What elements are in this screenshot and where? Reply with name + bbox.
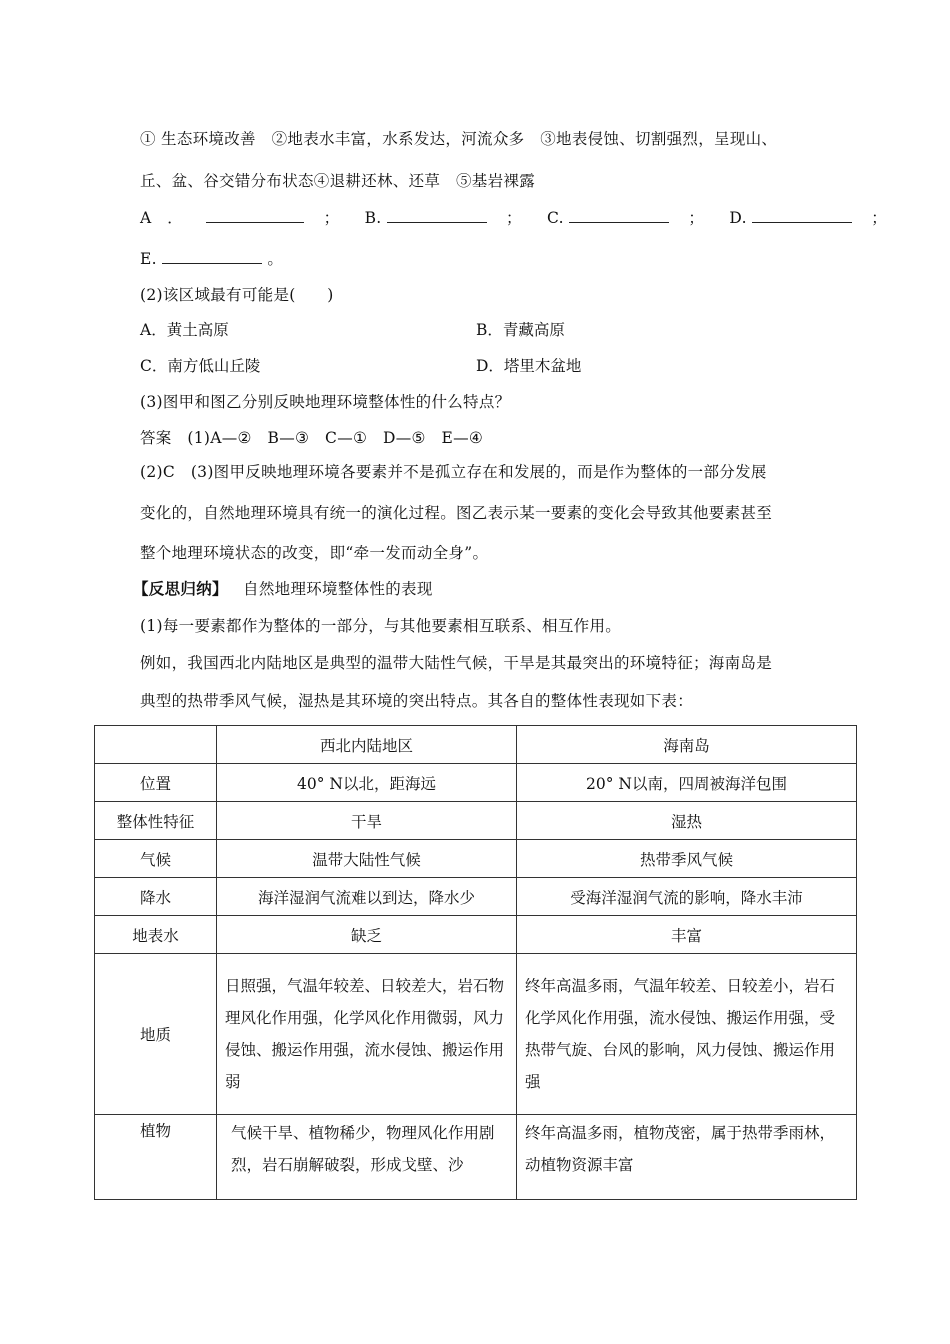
- blank-sep-4: ；: [871, 209, 888, 227]
- hainan-cell: 20° N以南，四周被海洋包围: [517, 764, 857, 802]
- reflection-point-1: (1)每一要素都作为整体的一部分，与其他要素相互联系、相互作用。: [140, 617, 622, 635]
- table-row: [95, 878, 857, 916]
- row-label: 气候: [95, 840, 217, 878]
- fill-blanks-row: [140, 206, 887, 228]
- choice-b: B．青藏高原: [476, 321, 565, 339]
- blank-e-label: E.: [140, 250, 157, 268]
- northwest-cell: 干旱: [217, 802, 517, 840]
- table-header-northwest: 西北内陆地区: [217, 726, 517, 764]
- choice-a: A．黄土高原: [140, 321, 229, 339]
- question-3: (3)图甲和图乙分别反映地理环境整体性的什么特点？: [140, 393, 511, 411]
- reflection-heading-row: [133, 577, 433, 599]
- row-label: 植物: [95, 1115, 217, 1200]
- choice-d: D．塔里木盆地: [476, 357, 582, 375]
- options-line-2: 丘、盆、谷交错分布状态④退耕还林、还草 ⑤基岩裸露: [140, 172, 536, 190]
- row-label: 整体性特征: [95, 802, 217, 840]
- blank-b-label: B.: [364, 209, 382, 227]
- options-line-1: ① 生态环境改善 ②地表水丰富，水系发达，河流众多 ③地表侵蚀、切割强烈，呈现山、: [140, 130, 778, 148]
- table-header-row: [95, 726, 857, 764]
- table-header-empty: [95, 726, 217, 764]
- blank-sep-2: ；: [506, 209, 522, 227]
- comparison-table: [94, 725, 857, 1200]
- northwest-cell: 日照强，气温年较差、日较差大，岩石物理风化作用强，化学风化作用微弱，风力侵蚀、搬运作用强，流水侵蚀、搬运作用弱: [217, 954, 517, 1115]
- table-row: [95, 802, 857, 840]
- answer-line-4: 整个地理环境状态的改变，即“牵一发而动全身”。: [140, 544, 489, 562]
- blank-a-label: A ．: [140, 209, 184, 227]
- northwest-cell: 海洋湿润气流难以到达，降水少: [217, 878, 517, 916]
- row-label: 地表水: [95, 916, 217, 954]
- blank-d-label: D.: [729, 209, 747, 227]
- blank-e: [162, 247, 262, 264]
- row-label: 位置: [95, 764, 217, 802]
- table-row: [95, 1115, 857, 1200]
- row-label: 降水: [95, 878, 217, 916]
- choice-c: C．南方低山丘陵: [140, 357, 261, 375]
- hainan-cell: 终年高温多雨，植物茂密，属于热带季雨林，动植物资源丰富: [517, 1115, 857, 1200]
- answer-line-2: (2)C (3)图甲反映地理环境各要素并不是孤立存在和发展的，而是作为整体的一部分发展: [140, 463, 767, 481]
- reflection-example-line-2: 典型的热带季风气候，湿热是其环境的突出特点。其各自的整体性表现如下表：: [140, 692, 694, 710]
- northwest-cell: 40° N以北，距海远: [217, 764, 517, 802]
- table-row: [95, 954, 857, 1115]
- answer-line-3: 变化的，自然地理环境具有统一的演化过程。图乙表示某一要素的变化会导致其他要素甚至: [140, 504, 773, 522]
- hainan-cell: 丰富: [517, 916, 857, 954]
- row-label: 地质: [95, 954, 217, 1115]
- northwest-cell: 温带大陆性气候: [217, 840, 517, 878]
- table-row: [95, 840, 857, 878]
- blank-c: [569, 206, 669, 223]
- blank-b: [387, 206, 487, 223]
- blank-sep-3: ；: [688, 209, 705, 227]
- northwest-cell: 缺乏: [217, 916, 517, 954]
- hainan-cell: 湿热: [517, 802, 857, 840]
- hainan-cell: 终年高温多雨，气温年较差、日较差小，岩石化学风化作用强，流水侵蚀、搬运作用强，受热带气旋、台风的影响，风力侵蚀、搬运作用强: [517, 954, 857, 1115]
- hainan-cell: 热带季风气候: [517, 840, 857, 878]
- answer-line-1: 答案 (1)A—② B—③ C—① D—⑤ E—④: [140, 429, 484, 447]
- blank-end: 。: [267, 250, 284, 268]
- hainan-cell: 受海洋湿润气流的影响，降水丰沛: [517, 878, 857, 916]
- blank-c-label: C.: [547, 209, 564, 227]
- blank-sep-1: ；: [323, 209, 340, 227]
- table-row: [95, 764, 857, 802]
- northwest-cell: 气候干旱、植物稀少，物理风化作用剧烈，岩石崩解破裂，形成戈壁、沙: [217, 1115, 517, 1200]
- table-header-hainan: 海南岛: [517, 726, 857, 764]
- reflection-heading: 【反思归纳】: [133, 579, 228, 598]
- fill-blank-e-row: [140, 247, 283, 269]
- table-row: [95, 916, 857, 954]
- blank-a: [206, 206, 304, 223]
- reflection-example-line-1: 例如，我国西北内陆地区是典型的温带大陆性气候，干旱是其最突出的环境特征；海南岛是: [140, 654, 773, 672]
- reflection-title: 自然地理环境整体性的表现: [243, 580, 433, 598]
- question-2: (2)该区域最有可能是( ): [140, 286, 334, 304]
- blank-d: [752, 206, 852, 223]
